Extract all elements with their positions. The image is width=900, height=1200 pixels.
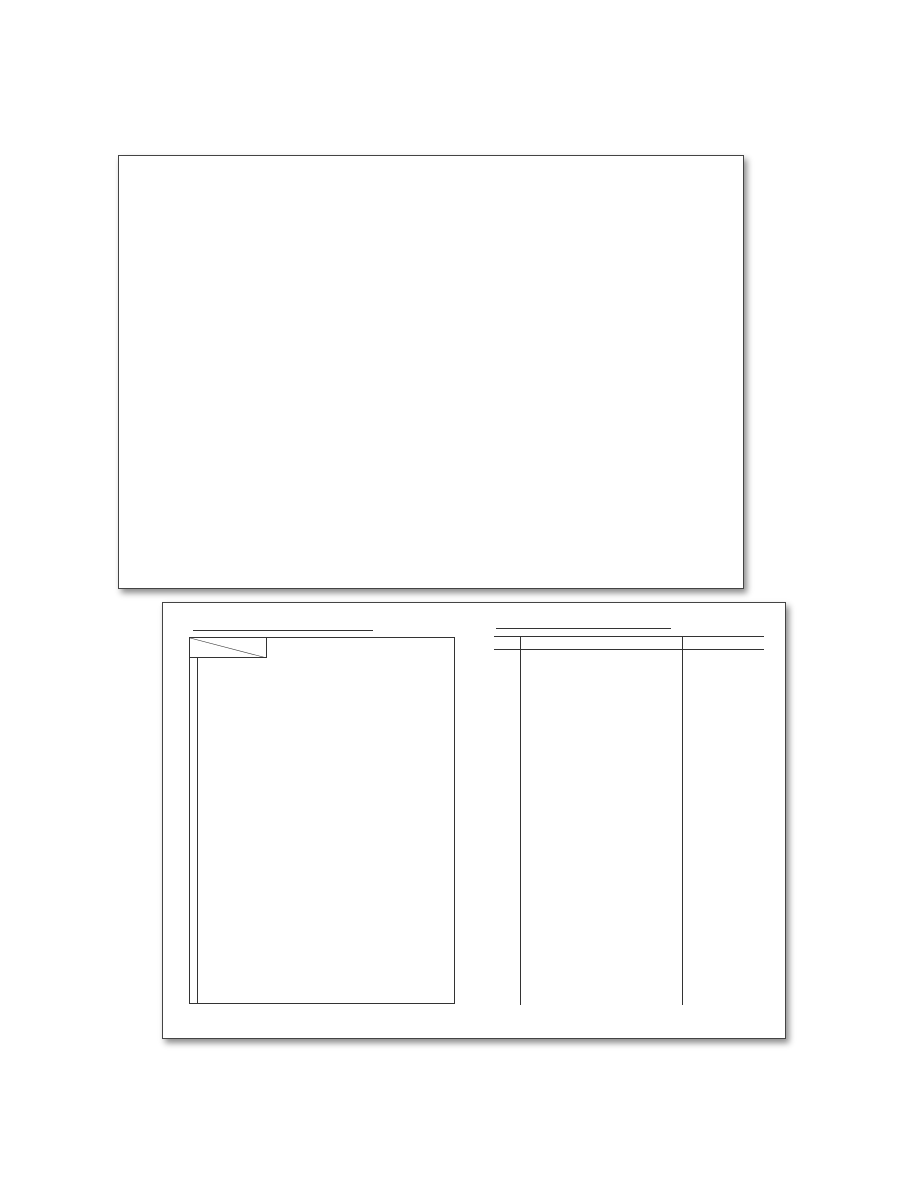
grades-table-wrap [189,637,455,1004]
lessons-page [474,603,785,1038]
grades-grid [267,638,456,1005]
top-spread [118,155,744,589]
teacher-underline [496,623,671,629]
lessons-table [494,636,764,1005]
bottom-spread [162,602,786,1039]
subject-line [193,625,463,631]
instructions-page [119,156,431,588]
names-rows [190,638,267,1005]
teacher-line [496,623,766,629]
homework-column-divider [682,637,683,1005]
grades-table [189,637,455,1004]
grades-page [163,603,474,1038]
date-column-divider [520,637,521,1005]
contents-page [431,156,743,588]
lessons-header [494,637,764,650]
subject-underline [193,625,373,631]
